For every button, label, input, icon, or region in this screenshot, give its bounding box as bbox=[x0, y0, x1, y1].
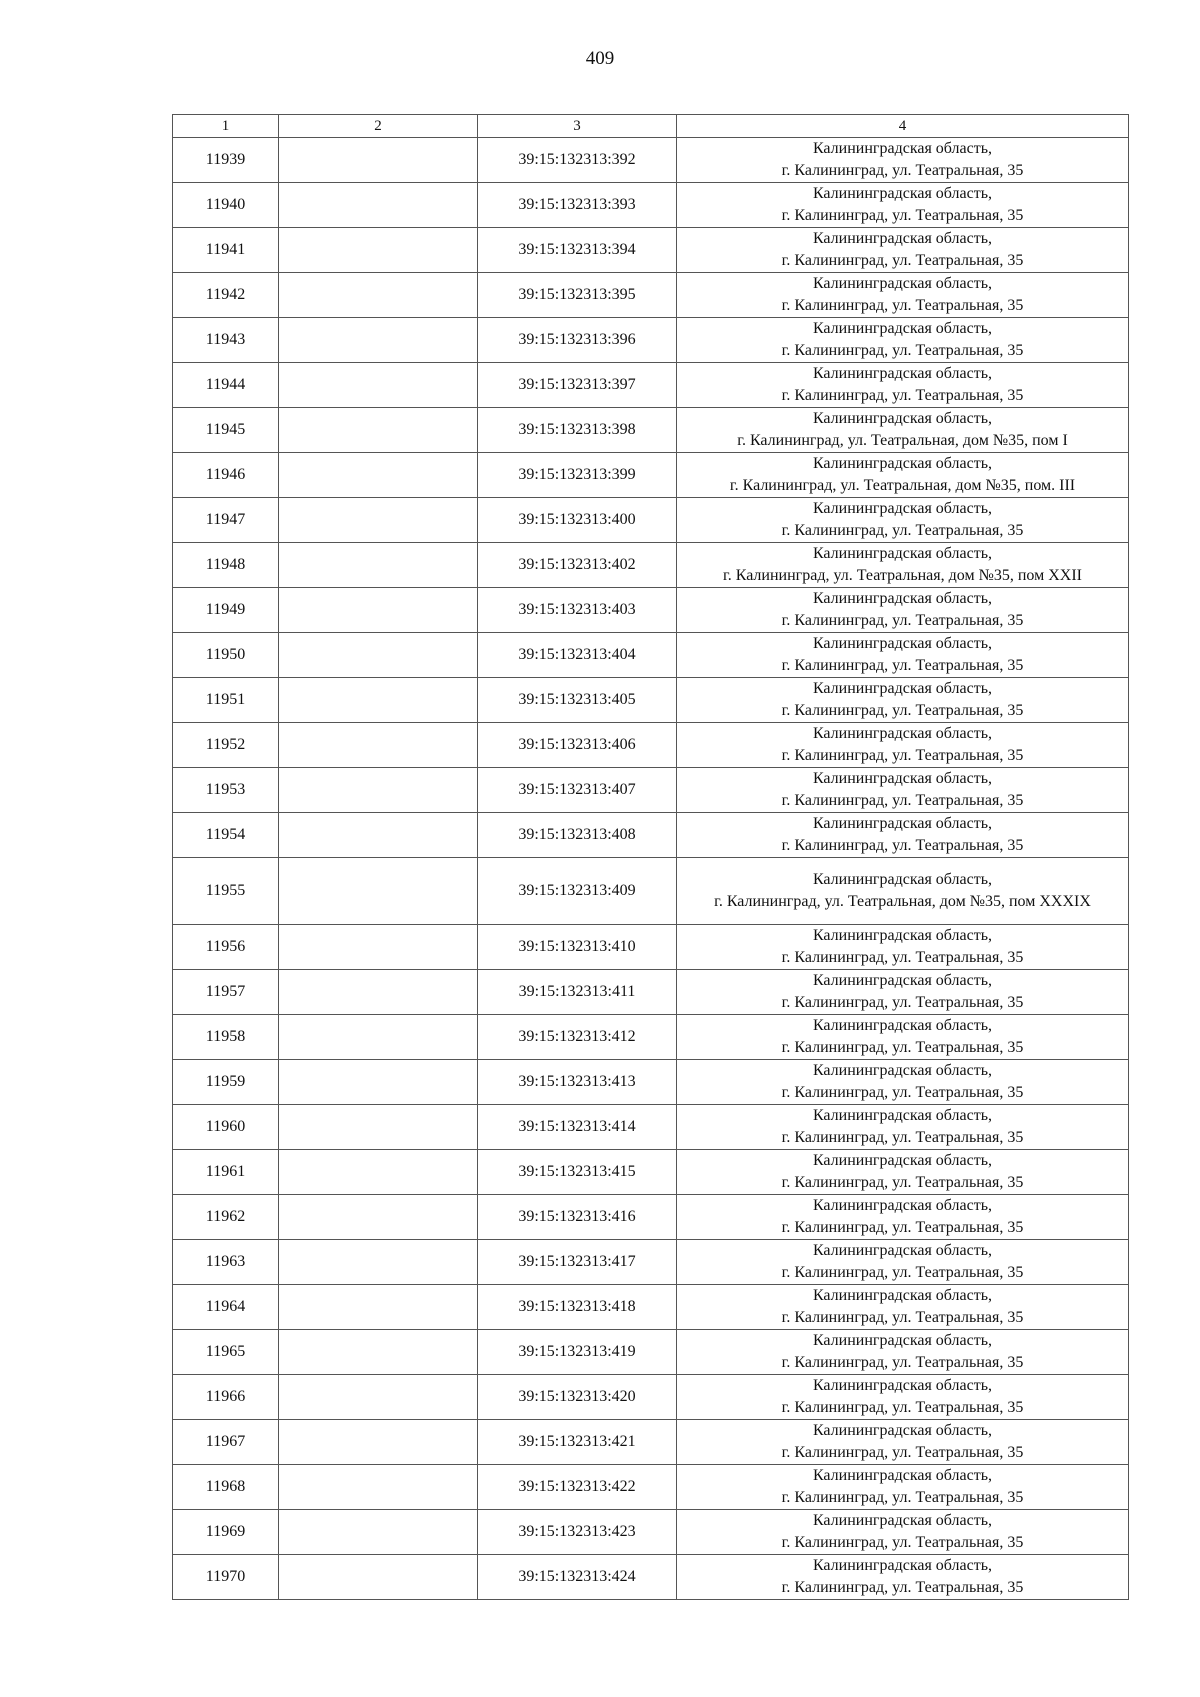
cadastral-number-cell: 39:15:132313:411 bbox=[478, 970, 677, 1015]
table-row bbox=[173, 858, 1129, 925]
address-line-region: Калининградская область, bbox=[812, 185, 993, 202]
cadastral-number-cell: 39:15:132313:395 bbox=[478, 273, 677, 318]
cadastral-number-cell: 39:15:132313:392 bbox=[478, 138, 677, 183]
column-2-cell bbox=[279, 925, 478, 970]
column-header-4: 4 bbox=[677, 115, 1129, 138]
address-line-street: г. Калининград, ул. Театральная, 35 bbox=[781, 342, 1024, 359]
column-2-cell bbox=[279, 318, 478, 363]
table-row bbox=[173, 1015, 1129, 1060]
address-line-region: Калининградская область, bbox=[812, 230, 993, 247]
address-cell bbox=[677, 453, 1129, 498]
table-row bbox=[173, 768, 1129, 813]
table-row bbox=[173, 1060, 1129, 1105]
row-number-cell: 11943 bbox=[173, 318, 279, 363]
row-number-cell: 11949 bbox=[173, 588, 279, 633]
address-cell bbox=[677, 1375, 1129, 1420]
address-line-region: Калининградская область, bbox=[812, 1332, 993, 1349]
address-line-street: г. Калининград, ул. Театральная, 35 bbox=[781, 837, 1024, 854]
row-number-cell: 11959 bbox=[173, 1060, 279, 1105]
address-line-street: г. Калининград, ул. Театральная, дом №35, пом I bbox=[737, 432, 1068, 449]
address-line-region: Калининградская область, bbox=[812, 545, 993, 562]
table-row bbox=[173, 273, 1129, 318]
address-cell bbox=[677, 1240, 1129, 1285]
row-number-cell: 11966 bbox=[173, 1375, 279, 1420]
column-2-cell bbox=[279, 1150, 478, 1195]
address-cell bbox=[677, 588, 1129, 633]
address-line-street: г. Калининград, ул. Театральная, 35 bbox=[781, 1489, 1024, 1506]
address-cell bbox=[677, 1105, 1129, 1150]
cadastral-number-cell: 39:15:132313:396 bbox=[478, 318, 677, 363]
address-line-street: г. Калининград, ул. Театральная, дом №35, пом XXXIX bbox=[714, 893, 1091, 910]
table-row bbox=[173, 588, 1129, 633]
column-2-cell bbox=[279, 183, 478, 228]
address-line-street: г. Калининград, ул. Театральная, 35 bbox=[781, 162, 1024, 179]
table-row bbox=[173, 138, 1129, 183]
table-row bbox=[173, 1330, 1129, 1375]
address-cell bbox=[677, 633, 1129, 678]
table-row bbox=[173, 318, 1129, 363]
column-2-cell bbox=[279, 970, 478, 1015]
cadastral-number-cell: 39:15:132313:418 bbox=[478, 1285, 677, 1330]
address-line-region: Калининградская область, bbox=[812, 1287, 993, 1304]
cadastral-number-cell: 39:15:132313:415 bbox=[478, 1150, 677, 1195]
column-2-cell bbox=[279, 408, 478, 453]
cadastral-number-cell: 39:15:132313:412 bbox=[478, 1015, 677, 1060]
address-line-region: Калининградская область, bbox=[812, 725, 993, 742]
address-cell bbox=[677, 228, 1129, 273]
address-line-region: Калининградская область, bbox=[812, 1017, 993, 1034]
column-2-cell bbox=[279, 543, 478, 588]
row-number-cell: 11969 bbox=[173, 1510, 279, 1555]
row-number-cell: 11954 bbox=[173, 813, 279, 858]
row-number-cell: 11940 bbox=[173, 183, 279, 228]
address-line-street: г. Калининград, ул. Театральная, 35 bbox=[781, 1399, 1024, 1416]
cadastral-number-cell: 39:15:132313:399 bbox=[478, 453, 677, 498]
cadastral-number-cell: 39:15:132313:402 bbox=[478, 543, 677, 588]
address-line-street: г. Калининград, ул. Театральная, 35 bbox=[781, 1219, 1024, 1236]
cadastral-number-cell: 39:15:132313:397 bbox=[478, 363, 677, 408]
address-cell bbox=[677, 1015, 1129, 1060]
column-2-cell bbox=[279, 1375, 478, 1420]
row-number-cell: 11947 bbox=[173, 498, 279, 543]
address-cell bbox=[677, 1420, 1129, 1465]
row-number-cell: 11944 bbox=[173, 363, 279, 408]
address-cell bbox=[677, 1060, 1129, 1105]
address-cell bbox=[677, 1285, 1129, 1330]
address-line-street: г. Калининград, ул. Театральная, дом №35, пом. III bbox=[729, 477, 1076, 494]
column-2-cell bbox=[279, 813, 478, 858]
address-line-region: Калининградская область, bbox=[812, 320, 993, 337]
address-line-region: Калининградская область, bbox=[812, 365, 993, 382]
address-line-region: Калининградская область, bbox=[812, 1377, 993, 1394]
column-2-cell bbox=[279, 453, 478, 498]
column-2-cell bbox=[279, 723, 478, 768]
address-line-street: г. Калининград, ул. Театральная, 35 bbox=[781, 522, 1024, 539]
address-line-street: г. Калининград, ул. Театральная, 35 bbox=[781, 1084, 1024, 1101]
cadastral-number-cell: 39:15:132313:406 bbox=[478, 723, 677, 768]
address-line-region: Калининградская область, bbox=[812, 1107, 993, 1124]
column-2-cell bbox=[279, 1015, 478, 1060]
cadastral-number-cell: 39:15:132313:420 bbox=[478, 1375, 677, 1420]
address-cell bbox=[677, 813, 1129, 858]
column-2-cell bbox=[279, 228, 478, 273]
row-number-cell: 11957 bbox=[173, 970, 279, 1015]
column-2-cell bbox=[279, 1510, 478, 1555]
address-cell bbox=[677, 408, 1129, 453]
table-row bbox=[173, 1375, 1129, 1420]
address-line-region: Калининградская область, bbox=[812, 1152, 993, 1169]
address-line-street: г. Калининград, ул. Театральная, 35 bbox=[781, 1309, 1024, 1326]
table-row bbox=[173, 1150, 1129, 1195]
row-number-cell: 11961 bbox=[173, 1150, 279, 1195]
table-row bbox=[173, 813, 1129, 858]
cadastral-number-cell: 39:15:132313:421 bbox=[478, 1420, 677, 1465]
table-row bbox=[173, 723, 1129, 768]
address-line-region: Калининградская область, bbox=[812, 455, 993, 472]
address-cell bbox=[677, 363, 1129, 408]
table-row bbox=[173, 1510, 1129, 1555]
address-cell bbox=[677, 498, 1129, 543]
address-line-region: Калининградская область, bbox=[812, 500, 993, 517]
address-line-street: г. Калининград, ул. Театральная, 35 bbox=[781, 252, 1024, 269]
address-line-region: Калининградская область, bbox=[812, 275, 993, 292]
address-line-region: Калининградская область, bbox=[812, 1242, 993, 1259]
table-row bbox=[173, 970, 1129, 1015]
cadastral-number-cell: 39:15:132313:410 bbox=[478, 925, 677, 970]
row-number-cell: 11948 bbox=[173, 543, 279, 588]
address-cell bbox=[677, 1555, 1129, 1600]
row-number-cell: 11946 bbox=[173, 453, 279, 498]
row-number-cell: 11962 bbox=[173, 1195, 279, 1240]
column-2-cell bbox=[279, 1105, 478, 1150]
row-number-cell: 11955 bbox=[173, 858, 279, 925]
cadastral-number-cell: 39:15:132313:417 bbox=[478, 1240, 677, 1285]
table-row bbox=[173, 363, 1129, 408]
address-line-region: Калининградская область, bbox=[812, 590, 993, 607]
address-line-street: г. Калининград, ул. Театральная, 35 bbox=[781, 657, 1024, 674]
address-cell bbox=[677, 768, 1129, 813]
address-line-street: г. Калининград, ул. Театральная, дом №35, пом XXII bbox=[722, 567, 1083, 584]
cadastral-number-cell: 39:15:132313:408 bbox=[478, 813, 677, 858]
address-cell bbox=[677, 318, 1129, 363]
page-number: 409 bbox=[585, 48, 615, 69]
table-row bbox=[173, 408, 1129, 453]
column-2-cell bbox=[279, 1465, 478, 1510]
address-line-region: Калининградская область, bbox=[812, 140, 993, 157]
row-number-cell: 11953 bbox=[173, 768, 279, 813]
column-2-cell bbox=[279, 1555, 478, 1600]
address-line-street: г. Калининград, ул. Театральная, 35 bbox=[781, 1534, 1024, 1551]
table-row bbox=[173, 543, 1129, 588]
row-number-cell: 11958 bbox=[173, 1015, 279, 1060]
table-row bbox=[173, 228, 1129, 273]
row-number-cell: 11967 bbox=[173, 1420, 279, 1465]
address-cell bbox=[677, 970, 1129, 1015]
column-2-cell bbox=[279, 1240, 478, 1285]
row-number-cell: 11965 bbox=[173, 1330, 279, 1375]
address-line-region: Калининградская область, bbox=[812, 1512, 993, 1529]
address-line-region: Калининградская область, bbox=[812, 972, 993, 989]
table-row bbox=[173, 1105, 1129, 1150]
table-row bbox=[173, 1555, 1129, 1600]
address-cell bbox=[677, 858, 1129, 925]
table-row bbox=[173, 1420, 1129, 1465]
column-2-cell bbox=[279, 1330, 478, 1375]
address-cell bbox=[677, 1330, 1129, 1375]
address-line-street: г. Калининград, ул. Театральная, 35 bbox=[781, 1354, 1024, 1371]
address-line-region: Калининградская область, bbox=[812, 1197, 993, 1214]
address-line-street: г. Калининград, ул. Театральная, 35 bbox=[781, 1579, 1024, 1596]
cadastral-number-cell: 39:15:132313:416 bbox=[478, 1195, 677, 1240]
address-line-region: Калининградская область, bbox=[812, 1467, 993, 1484]
cadastral-number-cell: 39:15:132313:419 bbox=[478, 1330, 677, 1375]
table-row bbox=[173, 453, 1129, 498]
address-line-region: Калининградская область, bbox=[812, 1422, 993, 1439]
row-number-cell: 11950 bbox=[173, 633, 279, 678]
cadastral-number-cell: 39:15:132313:423 bbox=[478, 1510, 677, 1555]
column-2-cell bbox=[279, 1285, 478, 1330]
address-line-region: Калининградская область, bbox=[812, 1557, 993, 1574]
row-number-cell: 11939 bbox=[173, 138, 279, 183]
address-line-street: г. Калининград, ул. Театральная, 35 bbox=[781, 297, 1024, 314]
row-number-cell: 11968 bbox=[173, 1465, 279, 1510]
cadastral-number-cell: 39:15:132313:407 bbox=[478, 768, 677, 813]
address-line-street: г. Калининград, ул. Театральная, 35 bbox=[781, 207, 1024, 224]
row-number-cell: 11960 bbox=[173, 1105, 279, 1150]
row-number-cell: 11970 bbox=[173, 1555, 279, 1600]
column-header-1: 1 bbox=[173, 115, 279, 138]
cadastral-number-cell: 39:15:132313:394 bbox=[478, 228, 677, 273]
table-row bbox=[173, 678, 1129, 723]
column-header-3: 3 bbox=[478, 115, 677, 138]
cadastral-number-cell: 39:15:132313:398 bbox=[478, 408, 677, 453]
address-cell bbox=[677, 678, 1129, 723]
address-line-region: Калининградская область, bbox=[812, 410, 993, 427]
column-2-cell bbox=[279, 1195, 478, 1240]
registry-table bbox=[172, 114, 1129, 1600]
row-number-cell: 11964 bbox=[173, 1285, 279, 1330]
address-line-region: Калининградская область, bbox=[812, 927, 993, 944]
address-cell bbox=[677, 723, 1129, 768]
table-row bbox=[173, 633, 1129, 678]
address-line-region: Калининградская область, bbox=[812, 770, 993, 787]
address-line-region: Калининградская область, bbox=[812, 1062, 993, 1079]
row-number-cell: 11952 bbox=[173, 723, 279, 768]
address-cell bbox=[677, 138, 1129, 183]
address-line-street: г. Калининград, ул. Театральная, 35 bbox=[781, 1444, 1024, 1461]
cadastral-number-cell: 39:15:132313:424 bbox=[478, 1555, 677, 1600]
cadastral-number-cell: 39:15:132313:409 bbox=[478, 858, 677, 925]
column-2-cell bbox=[279, 363, 478, 408]
table-row bbox=[173, 1240, 1129, 1285]
address-line-region: Калининградская область, bbox=[812, 815, 993, 832]
address-cell bbox=[677, 183, 1129, 228]
table-row bbox=[173, 1195, 1129, 1240]
address-cell bbox=[677, 1510, 1129, 1555]
address-cell bbox=[677, 273, 1129, 318]
column-header-2: 2 bbox=[279, 115, 478, 138]
table-row bbox=[173, 1285, 1129, 1330]
address-line-region: Калининградская область, bbox=[812, 680, 993, 697]
address-cell bbox=[677, 1465, 1129, 1510]
cadastral-number-cell: 39:15:132313:403 bbox=[478, 588, 677, 633]
row-number-cell: 11956 bbox=[173, 925, 279, 970]
address-cell bbox=[677, 1150, 1129, 1195]
column-2-cell bbox=[279, 1420, 478, 1465]
cadastral-number-cell: 39:15:132313:422 bbox=[478, 1465, 677, 1510]
row-number-cell: 11941 bbox=[173, 228, 279, 273]
column-2-cell bbox=[279, 498, 478, 543]
address-line-street: г. Калининград, ул. Театральная, 35 bbox=[781, 387, 1024, 404]
address-line-region: Калининградская область, bbox=[812, 635, 993, 652]
cadastral-number-cell: 39:15:132313:414 bbox=[478, 1105, 677, 1150]
column-2-cell bbox=[279, 273, 478, 318]
column-2-cell bbox=[279, 633, 478, 678]
cadastral-number-cell: 39:15:132313:393 bbox=[478, 183, 677, 228]
row-number-cell: 11963 bbox=[173, 1240, 279, 1285]
address-line-street: г. Калининград, ул. Театральная, 35 bbox=[781, 994, 1024, 1011]
table-row bbox=[173, 183, 1129, 228]
address-line-street: г. Калининград, ул. Театральная, 35 bbox=[781, 792, 1024, 809]
column-2-cell bbox=[279, 858, 478, 925]
column-2-cell bbox=[279, 768, 478, 813]
address-cell bbox=[677, 1195, 1129, 1240]
table-row bbox=[173, 1465, 1129, 1510]
address-cell bbox=[677, 543, 1129, 588]
cadastral-number-cell: 39:15:132313:400 bbox=[478, 498, 677, 543]
column-2-cell bbox=[279, 678, 478, 723]
column-2-cell bbox=[279, 588, 478, 633]
address-line-street: г. Калининград, ул. Театральная, 35 bbox=[781, 612, 1024, 629]
column-2-cell bbox=[279, 138, 478, 183]
row-number-cell: 11942 bbox=[173, 273, 279, 318]
address-line-street: г. Калининград, ул. Театральная, 35 bbox=[781, 1264, 1024, 1281]
table-row bbox=[173, 925, 1129, 970]
cadastral-number-cell: 39:15:132313:405 bbox=[478, 678, 677, 723]
address-line-street: г. Калининград, ул. Театральная, 35 bbox=[781, 1174, 1024, 1191]
address-line-street: г. Калининград, ул. Театральная, 35 bbox=[781, 702, 1024, 719]
table-header-row bbox=[173, 115, 1129, 138]
address-line-street: г. Калининград, ул. Театральная, 35 bbox=[781, 1129, 1024, 1146]
address-line-region: Калининградская область, bbox=[812, 871, 993, 888]
table-row bbox=[173, 498, 1129, 543]
address-cell bbox=[677, 925, 1129, 970]
address-line-street: г. Калининград, ул. Театральная, 35 bbox=[781, 747, 1024, 764]
cadastral-number-cell: 39:15:132313:413 bbox=[478, 1060, 677, 1105]
address-line-street: г. Калининград, ул. Театральная, 35 bbox=[781, 949, 1024, 966]
column-2-cell bbox=[279, 1060, 478, 1105]
cadastral-number-cell: 39:15:132313:404 bbox=[478, 633, 677, 678]
row-number-cell: 11951 bbox=[173, 678, 279, 723]
row-number-cell: 11945 bbox=[173, 408, 279, 453]
address-line-street: г. Калининград, ул. Театральная, 35 bbox=[781, 1039, 1024, 1056]
